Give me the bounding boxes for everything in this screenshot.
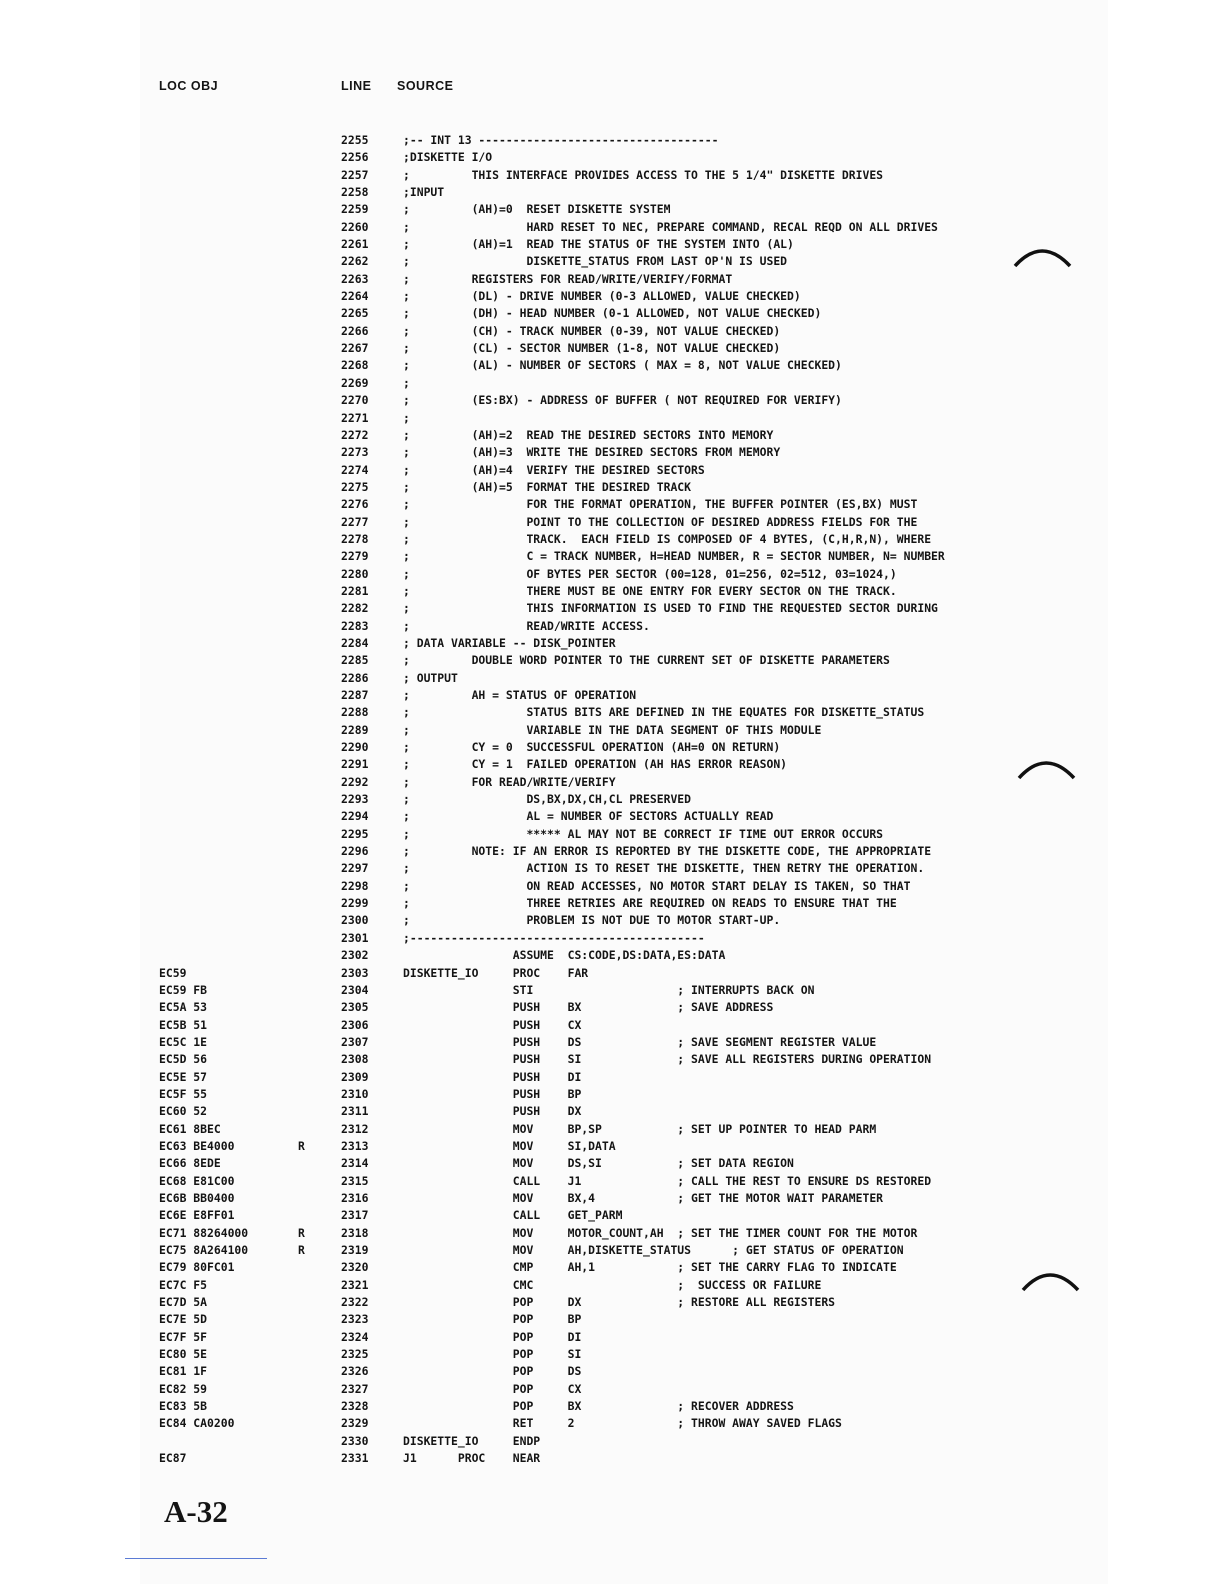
listing-row <box>0 1433 1224 1450</box>
source-cell: ; NOTE: IF AN ERROR IS REPORTED BY THE DISKETTE CODE, THE APPROPRIATE <box>403 844 932 859</box>
line-number-cell: 2317 <box>341 1208 369 1223</box>
listing-row <box>0 722 1224 739</box>
source-cell: RET 2 ; THROW AWAY SAVED FLAGS <box>403 1416 842 1431</box>
listing-row <box>0 965 1224 982</box>
source-cell: CALL J1 ; CALL THE REST TO ENSURE DS RESTORED <box>403 1173 932 1188</box>
source-cell: PUSH DI <box>403 1069 582 1084</box>
line-number-cell: 2331 <box>341 1451 369 1466</box>
line-number-cell: 2311 <box>341 1104 369 1119</box>
listing-row <box>0 600 1224 617</box>
listing-row <box>0 1034 1224 1051</box>
line-number-cell: 2301 <box>341 930 369 945</box>
line-number-cell: 2330 <box>341 1433 369 1448</box>
source-cell: ; DATA VARIABLE -- DISK_POINTER <box>403 635 616 650</box>
line-number-cell: 2328 <box>341 1399 369 1414</box>
listing-row <box>0 1069 1224 1086</box>
listing-row <box>0 583 1224 600</box>
listing-row <box>0 947 1224 964</box>
line-number-cell: 2257 <box>341 167 369 182</box>
source-cell: POP DS <box>403 1364 582 1379</box>
source-cell: POP DX ; RESTORE ALL REGISTERS <box>403 1295 836 1310</box>
line-number-cell: 2287 <box>341 688 369 702</box>
source-cell: ;DISKETTE I/O <box>403 150 493 165</box>
loc-obj-cell: EC7C F5 <box>159 1277 208 1292</box>
listing-row <box>0 219 1224 236</box>
listing-row <box>0 1346 1224 1363</box>
loc-obj-cell: EC71 88264000 <box>159 1225 249 1240</box>
line-number-cell: 2283 <box>341 618 369 633</box>
listing-row <box>0 479 1224 496</box>
source-cell: ; (ES:BX) - ADDRESS OF BUFFER ( NOT REQUIRED FOR VERIFY) <box>403 393 842 408</box>
loc-obj-cell: EC6B BB0400 <box>159 1190 235 1205</box>
source-cell: ; (CL) - SECTOR NUMBER (1-8, NOT VALUE CHECKED) <box>403 341 781 356</box>
reloc-flag-cell: R <box>298 1138 305 1153</box>
source-cell: ; (DH) - HEAD NUMBER (0-1 ALLOWED, NOT VALUE CHECKED) <box>403 306 822 321</box>
source-cell: MOV SI,DATA <box>403 1138 616 1153</box>
source-cell: ; FOR READ/WRITE/VERIFY <box>403 774 616 789</box>
line-number-cell: 2300 <box>341 913 369 928</box>
line-number-cell: 2314 <box>341 1156 369 1171</box>
line-number-cell: 2305 <box>341 1000 369 1015</box>
listing-row <box>0 999 1224 1016</box>
loc-obj-cell: EC7D 5A <box>159 1295 208 1310</box>
page-number: A-32 <box>164 1494 228 1529</box>
line-number-cell: 2312 <box>341 1121 369 1136</box>
listing-row <box>0 496 1224 513</box>
source-cell: ; (CH) - TRACK NUMBER (0-39, NOT VALUE CHECKED) <box>403 323 781 338</box>
listing-row <box>0 808 1224 825</box>
source-cell: ; THREE RETRIES ARE REQUIRED ON READS TO ENSURE THAT THE <box>403 896 897 911</box>
listing-row <box>0 1311 1224 1328</box>
source-cell: ; C = TRACK NUMBER, H=HEAD NUMBER, R = SECTOR NUMBER, N= NUMBER <box>403 549 945 564</box>
listing-row <box>0 1363 1224 1380</box>
listing-row <box>0 1415 1224 1432</box>
punch-hole-mark-bottom <box>1020 1264 1082 1294</box>
source-cell: ; (AH)=0 RESET DISKETTE SYSTEM <box>403 202 671 217</box>
line-number-cell: 2258 <box>341 185 369 200</box>
line-number-cell: 2307 <box>341 1034 369 1049</box>
line-number-cell: 2264 <box>341 289 369 304</box>
line-number-cell: 2299 <box>341 896 369 911</box>
line-number-cell: 2296 <box>341 844 369 859</box>
source-cell: ; OF BYTES PER SECTOR (00=128, 01=256, 02=512, 03=1024,) <box>403 566 897 581</box>
line-number-cell: 2321 <box>341 1277 369 1292</box>
listing-row <box>0 1103 1224 1120</box>
line-number-cell: 2324 <box>341 1329 369 1344</box>
source-cell: POP BX ; RECOVER ADDRESS <box>403 1399 794 1414</box>
line-number-cell: 2279 <box>341 549 369 564</box>
listing-row <box>0 375 1224 392</box>
line-number-cell: 2298 <box>341 878 369 893</box>
line-number-cell: 2281 <box>341 583 369 598</box>
loc-obj-cell: EC5E 57 <box>159 1069 208 1084</box>
source-cell: ; REGISTERS FOR READ/WRITE/VERIFY/FORMAT <box>403 271 733 286</box>
source-cell: ; (AH)=3 WRITE THE DESIRED SECTORS FROM MEMORY <box>403 445 781 460</box>
listing-row <box>0 288 1224 305</box>
line-number-cell: 2320 <box>341 1260 369 1275</box>
listing-row <box>0 531 1224 548</box>
loc-obj-cell: EC83 5B <box>159 1399 208 1414</box>
source-cell: ; DOUBLE WORD POINTER TO THE CURRENT SET OF DISKETTE PARAMETERS <box>403 653 890 668</box>
source-cell: ; STATUS BITS ARE DEFINED IN THE EQUATES FOR DISKETTE_STATUS <box>403 705 925 720</box>
line-number-cell: 2327 <box>341 1381 369 1396</box>
source-cell: MOV AH,DISKETTE_STATUS ; GET STATUS OF OPERATION <box>403 1243 904 1257</box>
loc-obj-cell: EC66 8EDE <box>159 1156 221 1171</box>
punch-hole-mark-top <box>1012 240 1074 270</box>
line-number-cell: 2310 <box>341 1086 369 1101</box>
source-cell: ; (AH)=2 READ THE DESIRED SECTORS INTO MEMORY <box>403 427 774 442</box>
source-cell: ;------------------------------------------- <box>403 930 705 945</box>
listing-row <box>0 1242 1224 1259</box>
loc-obj-cell: EC5A 53 <box>159 1000 208 1015</box>
source-cell: POP BP <box>403 1312 582 1327</box>
loc-obj-cell: EC6E E8FF01 <box>159 1208 235 1223</box>
line-number-cell: 2280 <box>341 566 369 581</box>
listing-row <box>0 1086 1224 1103</box>
loc-obj-cell: EC60 52 <box>159 1104 208 1119</box>
listing-row <box>0 860 1224 877</box>
line-number-cell: 2309 <box>341 1069 369 1084</box>
line-number-cell: 2319 <box>341 1243 369 1257</box>
line-number-cell: 2322 <box>341 1295 369 1310</box>
source-cell: J1 PROC NEAR <box>403 1451 541 1466</box>
source-cell: ; CY = 0 SUCCESSFUL OPERATION (AH=0 ON RETURN) <box>403 740 781 755</box>
listing-row <box>0 410 1224 427</box>
listing-row <box>0 1381 1224 1398</box>
listing-row <box>0 1207 1224 1224</box>
header-source: SOURCE <box>397 79 454 93</box>
listing-row <box>0 1294 1224 1311</box>
loc-obj-cell: EC7E 5D <box>159 1312 208 1327</box>
listing-row <box>0 843 1224 860</box>
source-cell: DISKETTE_IO PROC FAR <box>403 965 589 980</box>
line-number-cell: 2326 <box>341 1364 369 1379</box>
line-number-cell: 2303 <box>341 965 369 980</box>
source-cell: PUSH SI ; SAVE ALL REGISTERS DURING OPERATION <box>403 1052 932 1067</box>
source-cell: PUSH BX ; SAVE ADDRESS <box>403 1000 774 1015</box>
line-number-cell: 2286 <box>341 670 369 685</box>
listing-row <box>0 670 1224 687</box>
listing-row <box>0 340 1224 357</box>
listing-row <box>0 1017 1224 1034</box>
source-cell: ;-- INT 13 ----------------------------------- <box>403 133 719 147</box>
listing-row <box>0 1138 1224 1155</box>
source-cell: ; TRACK. EACH FIELD IS COMPOSED OF 4 BYTES, (C,H,R,N), WHERE <box>403 531 932 546</box>
listing-row <box>0 1190 1224 1207</box>
line-number-cell: 2270 <box>341 393 369 408</box>
listing-row <box>0 826 1224 843</box>
listing-row <box>0 687 1224 704</box>
source-cell: ; (DL) - DRIVE NUMBER (0-3 ALLOWED, VALUE CHECKED) <box>403 289 801 304</box>
listing-row <box>0 323 1224 340</box>
line-number-cell: 2316 <box>341 1190 369 1205</box>
line-number-cell: 2278 <box>341 531 369 546</box>
listing-row <box>0 1450 1224 1467</box>
line-number-cell: 2313 <box>341 1138 369 1153</box>
source-cell: ;INPUT <box>403 185 445 200</box>
source-cell: ; THIS INTERFACE PROVIDES ACCESS TO THE 5 1/4" DISKETTE DRIVES <box>403 167 884 182</box>
source-cell: MOV BP,SP ; SET UP POINTER TO HEAD PARM <box>403 1121 877 1136</box>
loc-obj-cell: EC80 5E <box>159 1347 208 1362</box>
source-cell: ; READ/WRITE ACCESS. <box>403 618 650 633</box>
source-cell: ; <box>403 410 410 425</box>
listing-row <box>0 444 1224 461</box>
line-number-cell: 2271 <box>341 410 369 425</box>
listing-row <box>0 566 1224 583</box>
line-number-cell: 2265 <box>341 306 369 321</box>
line-number-cell: 2259 <box>341 202 369 217</box>
source-cell: ; DISKETTE_STATUS FROM LAST OP'N IS USED <box>403 254 788 269</box>
source-cell: MOV DS,SI ; SET DATA REGION <box>403 1156 794 1171</box>
line-number-cell: 2266 <box>341 323 369 338</box>
line-number-cell: 2261 <box>341 237 369 252</box>
source-cell: ; HARD RESET TO NEC, PREPARE COMMAND, RECAL REQD ON ALL DRIVES <box>403 219 938 234</box>
loc-obj-cell: EC79 80FC01 <box>159 1260 235 1275</box>
source-cell: ; (AH)=5 FORMAT THE DESIRED TRACK <box>403 479 692 494</box>
source-cell: MOV BX,4 ; GET THE MOTOR WAIT PARAMETER <box>403 1190 884 1205</box>
line-number-cell: 2291 <box>341 757 369 772</box>
listing-row <box>0 548 1224 565</box>
line-number-cell: 2276 <box>341 497 369 512</box>
line-number-cell: 2262 <box>341 254 369 269</box>
listing-row <box>0 982 1224 999</box>
listing-row <box>0 305 1224 322</box>
line-number-cell: 2284 <box>341 635 369 650</box>
punch-hole-mark-middle <box>1016 752 1078 782</box>
source-cell: CMC ; SUCCESS OR FAILURE <box>403 1277 822 1292</box>
source-cell: PUSH DX <box>403 1104 582 1119</box>
line-number-cell: 2293 <box>341 792 369 807</box>
line-number-cell: 2308 <box>341 1052 369 1067</box>
reloc-flag-cell: R <box>298 1243 305 1257</box>
source-cell: ; <box>403 375 410 390</box>
line-number-cell: 2288 <box>341 705 369 720</box>
listing-row <box>0 357 1224 374</box>
loc-obj-cell: EC75 8A264100 <box>159 1243 249 1257</box>
line-number-cell: 2268 <box>341 358 369 373</box>
source-cell: ; THIS INFORMATION IS USED TO FIND THE REQUESTED SECTOR DURING <box>403 601 938 616</box>
loc-obj-cell: EC61 8BEC <box>159 1121 221 1136</box>
source-cell: POP CX <box>403 1381 582 1396</box>
listing-row <box>0 652 1224 669</box>
bottom-rule <box>125 1558 267 1559</box>
source-cell: PUSH CX <box>403 1017 582 1032</box>
source-cell: ASSUME CS:CODE,DS:DATA,ES:DATA <box>403 948 726 963</box>
source-cell: ; THERE MUST BE ONE ENTRY FOR EVERY SECTOR ON THE TRACK. <box>403 583 897 598</box>
line-number-cell: 2290 <box>341 740 369 755</box>
loc-obj-cell: EC59 <box>159 965 187 980</box>
listing-row <box>0 271 1224 288</box>
source-cell: CALL GET_PARM <box>403 1208 623 1223</box>
listing-row <box>0 895 1224 912</box>
line-number-cell: 2275 <box>341 479 369 494</box>
source-cell: ; OUTPUT <box>403 670 458 685</box>
loc-obj-cell: EC87 <box>159 1451 187 1466</box>
source-cell: PUSH DS ; SAVE SEGMENT REGISTER VALUE <box>403 1034 877 1049</box>
source-cell: ; AH = STATUS OF OPERATION <box>403 688 637 702</box>
line-number-cell: 2329 <box>341 1416 369 1431</box>
line-number-cell: 2277 <box>341 514 369 529</box>
loc-obj-cell: EC59 FB <box>159 982 208 997</box>
listing-row <box>0 878 1224 895</box>
source-cell: ; AL = NUMBER OF SECTORS ACTUALLY READ <box>403 809 774 824</box>
line-number-cell: 2267 <box>341 341 369 356</box>
source-cell: ; DS,BX,DX,CH,CL PRESERVED <box>403 792 692 807</box>
line-number-cell: 2295 <box>341 826 369 841</box>
listing-row <box>0 1173 1224 1190</box>
listing-row <box>0 1155 1224 1172</box>
listing-row <box>0 514 1224 531</box>
listing-row <box>0 912 1224 929</box>
listing-row <box>0 132 1224 149</box>
line-number-cell: 2325 <box>341 1347 369 1362</box>
line-number-cell: 2292 <box>341 774 369 789</box>
loc-obj-cell: EC7F 5F <box>159 1329 208 1344</box>
listing-row <box>0 1225 1224 1242</box>
loc-obj-cell: EC5D 56 <box>159 1052 208 1067</box>
source-cell: ; VARIABLE IN THE DATA SEGMENT OF THIS MODULE <box>403 722 822 737</box>
line-number-cell: 2272 <box>341 427 369 442</box>
line-number-cell: 2297 <box>341 861 369 876</box>
line-number-cell: 2282 <box>341 601 369 616</box>
loc-obj-cell: EC84 CA0200 <box>159 1416 235 1431</box>
header-line: LINE <box>341 79 372 93</box>
source-cell: MOV MOTOR_COUNT,AH ; SET THE TIMER COUNT FOR THE MOTOR <box>403 1225 918 1240</box>
line-number-cell: 2302 <box>341 948 369 963</box>
listing-row <box>0 1329 1224 1346</box>
listing-row <box>0 201 1224 218</box>
loc-obj-cell: EC5F 55 <box>159 1086 208 1101</box>
reloc-flag-cell: R <box>298 1225 305 1240</box>
loc-obj-cell: EC68 E81C00 <box>159 1173 235 1188</box>
listing-row <box>0 791 1224 808</box>
line-number-cell: 2273 <box>341 445 369 460</box>
listing-row <box>0 1051 1224 1068</box>
line-number-cell: 2263 <box>341 271 369 286</box>
line-number-cell: 2289 <box>341 722 369 737</box>
source-cell: ; FOR THE FORMAT OPERATION, THE BUFFER POINTER (ES,BX) MUST <box>403 497 918 512</box>
header-loc-obj: LOC OBJ <box>159 79 219 93</box>
source-cell: CMP AH,1 ; SET THE CARRY FLAG TO INDICATE <box>403 1260 897 1275</box>
line-number-cell: 2318 <box>341 1225 369 1240</box>
line-number-cell: 2260 <box>341 219 369 234</box>
listing-row <box>0 1121 1224 1138</box>
line-number-cell: 2285 <box>341 653 369 668</box>
source-cell: PUSH BP <box>403 1086 582 1101</box>
listing-row <box>0 930 1224 947</box>
line-number-cell: 2306 <box>341 1017 369 1032</box>
source-cell: ; ON READ ACCESSES, NO MOTOR START DELAY IS TAKEN, SO THAT <box>403 878 911 893</box>
listing-row <box>0 427 1224 444</box>
line-number-cell: 2323 <box>341 1312 369 1327</box>
source-cell: STI ; INTERRUPTS BACK ON <box>403 982 815 997</box>
line-number-cell: 2269 <box>341 375 369 390</box>
listing-row <box>0 1398 1224 1415</box>
line-number-cell: 2304 <box>341 982 369 997</box>
source-cell: DISKETTE_IO ENDP <box>403 1433 541 1448</box>
source-cell: ; (AH)=4 VERIFY THE DESIRED SECTORS <box>403 462 705 477</box>
line-number-cell: 2274 <box>341 462 369 477</box>
loc-obj-cell: EC81 1F <box>159 1364 208 1379</box>
loc-obj-cell: EC63 BE4000 <box>159 1138 235 1153</box>
listing-row <box>0 392 1224 409</box>
source-cell: ; PROBLEM IS NOT DUE TO MOTOR START-UP. <box>403 913 781 928</box>
source-cell: ; ***** AL MAY NOT BE CORRECT IF TIME OUT ERROR OCCURS <box>403 826 884 841</box>
source-cell: ; (AH)=1 READ THE STATUS OF THE SYSTEM INTO (AL) <box>403 237 794 252</box>
loc-obj-cell: EC5B 51 <box>159 1017 208 1032</box>
loc-obj-cell: EC5C 1E <box>159 1034 208 1049</box>
listing-row <box>0 167 1224 184</box>
loc-obj-cell: EC82 59 <box>159 1381 208 1396</box>
listing-row <box>0 618 1224 635</box>
source-cell: ; POINT TO THE COLLECTION OF DESIRED ADDRESS FIELDS FOR THE <box>403 514 918 529</box>
source-cell: ; CY = 1 FAILED OPERATION (AH HAS ERROR REASON) <box>403 757 788 772</box>
listing-row <box>0 184 1224 201</box>
listing-row <box>0 635 1224 652</box>
listing-row <box>0 704 1224 721</box>
line-number-cell: 2294 <box>341 809 369 824</box>
source-cell: ; (AL) - NUMBER OF SECTORS ( MAX = 8, NOT VALUE CHECKED) <box>403 358 842 373</box>
listing-row <box>0 462 1224 479</box>
source-cell: ; ACTION IS TO RESET THE DISKETTE, THEN RETRY THE OPERATION. <box>403 861 925 876</box>
source-cell: POP DI <box>403 1329 582 1344</box>
listing-row <box>0 149 1224 166</box>
line-number-cell: 2315 <box>341 1173 369 1188</box>
line-number-cell: 2255 <box>341 133 369 147</box>
line-number-cell: 2256 <box>341 150 369 165</box>
source-cell: POP SI <box>403 1347 582 1362</box>
